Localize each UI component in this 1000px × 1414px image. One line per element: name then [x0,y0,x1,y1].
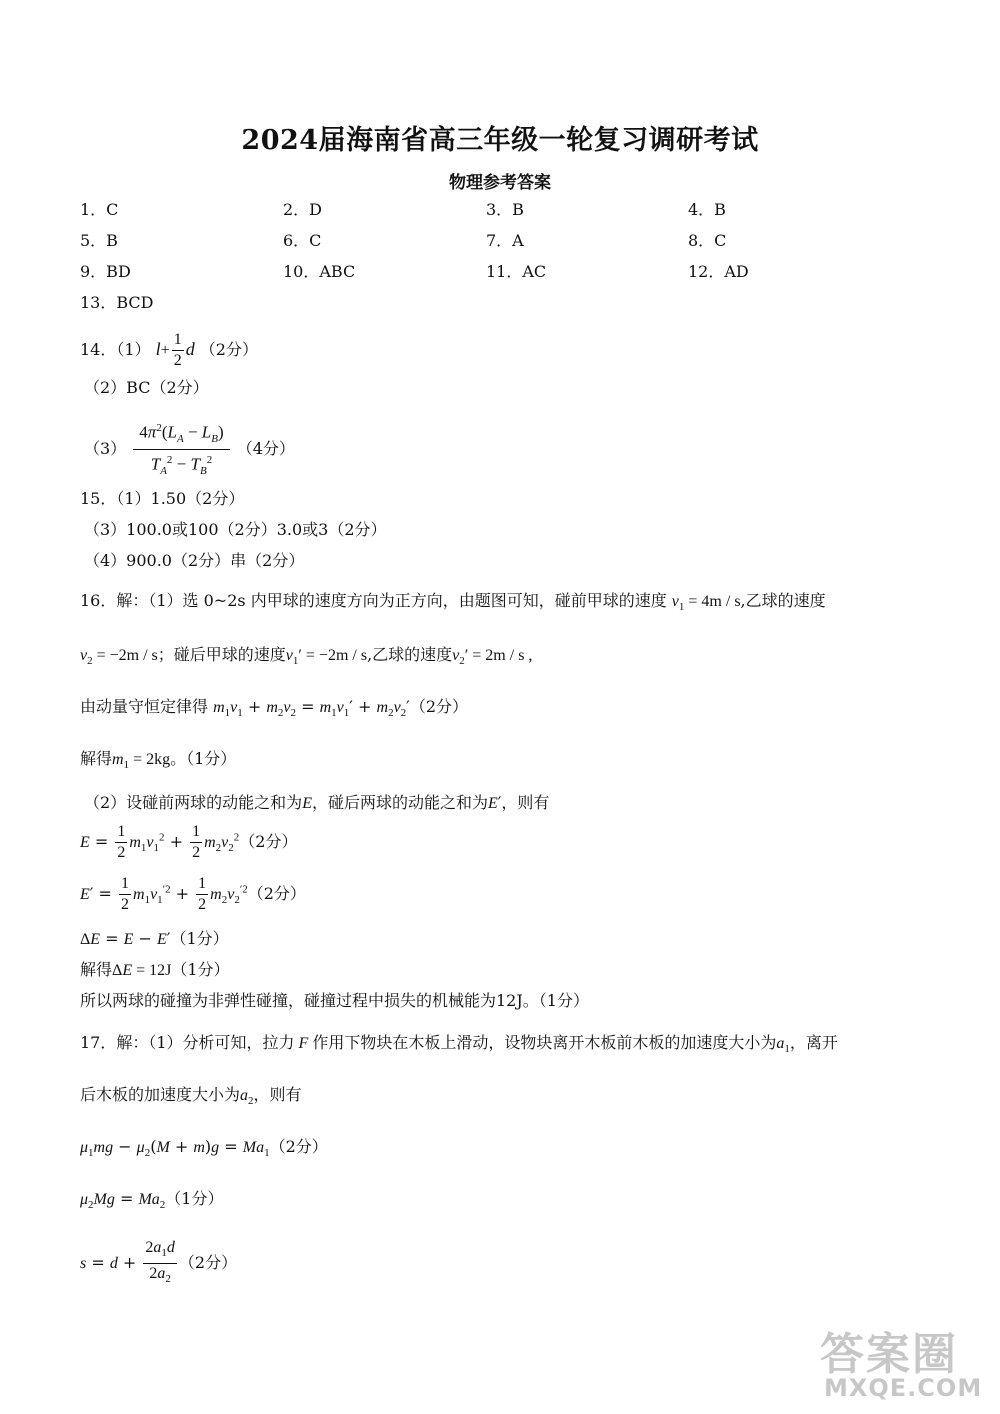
equation-e-prime: E′ = $\frac{1}{2}$ $m_1v_1^{'2}$ + $\frac{1}{2}$ $m_2v_2^{'2}(2$分） [80,875,306,913]
answer-item: 9．BD [80,262,131,281]
q16-line: （2）设碰前两球的动能之和为E，碰后两球的动能之和为E′，则有 [84,793,550,812]
q14-part3: （3） $\frac{4\pi^2(L_A - L_B)}{T_A^2 - T_B^2}$ （4分） [84,418,295,481]
q17-line: 17．解：（1）分析可知，拉力 F 作用下物块在木板上滑动，设物块离开木板前木板的加速度大小为$a_1$，离开 [80,1033,838,1056]
q15-line: （4）900.0（2分）串（2分） [84,551,305,570]
equation-q17-1: $\mu_1mg - \mu_2(M + m)g = Ma_1(2$分） [80,1137,328,1160]
q16-line: 解得$m_1 = 2kg$。（1分） [80,749,237,772]
answer-item: 3．B [486,200,524,219]
fraction: $\frac{1}{2}$ [173,331,182,369]
q15-line: （3）100.0或100（2分）3.0或3（2分） [84,520,387,539]
q15-line: 15．（1）1.50（2分） [80,489,245,508]
answer-item: 12．AD [688,262,749,281]
score: （2分） [199,340,258,359]
q17-line: 后木板的加速度大小为$a_2$，则有 [80,1085,302,1108]
answer-item: 4．B [688,200,726,219]
score: （4分） [236,439,295,459]
q16-line: $v_2 = -2m / s$；碰后甲球的速度$v_1' = -2m / s$,乙球的速度$v_2' = 2m / s$ , [80,645,533,668]
formula: l [155,339,161,359]
q14-part1: 14．（1） l+ $\frac{1}{2}$ d （2分） [80,331,258,369]
watermark-logo: 答案圈 [820,1329,958,1380]
page-title: 2024届海南省高三年级一轮复习调研考试 [241,125,759,156]
answer-item: 6．C [283,231,322,250]
answer-item: 10．ABC [283,262,356,281]
fraction: $\frac{4\pi^2(L_A - L_B)}{T_A^2 - T_B^2}$ [133,418,229,481]
answer-item: 8．C [688,231,727,250]
q16-line: 解得ΔE = 12J（1分） [80,960,230,979]
equation-q17-3: s = d + $\frac{2a_1d}{2a_2}$ （2分） [80,1239,238,1286]
equation-e: E = $\frac{1}{2}$ $m_1v_1^2$ + $\frac{1}{2}$ $m_2v_2^2(2$分） [80,823,298,861]
answer-item: 2．D [283,200,323,219]
q16-line: 16．解：（1）选 0~2s 内甲球的速度方向为正方向，由题图可知，碰前甲球的速度 $v_1 = 4m / s$,乙球的速度 [80,591,826,614]
answer-item: 1．C [80,200,119,219]
watermark-site: MXQE.COM [824,1374,983,1402]
equation-delta-e: ΔE = E − E′（1分） [80,929,229,948]
answer-item: 5．B [80,231,118,250]
q16-line: 由动量守恒定律得 $m_1v_1 + m_2v_2 = m_1v_1' + m_2v_2'(2$分） [80,697,468,720]
page-subtitle: 物理参考答案 [449,173,551,193]
q16-line: 所以两球的碰撞为非弹性碰撞，碰撞过程中损失的机械能为12J。（1分） [80,991,589,1010]
q14-part2: （2）BC（2分） [84,378,209,397]
equation-q17-2: $\mu_2Mg = Ma_2(1$分） [80,1189,224,1212]
q14-prefix: 14．（1） [80,340,151,359]
answer-item: 11．AC [486,262,547,281]
answer-item: 7．A [486,231,524,250]
answer-item: 13．BCD [80,293,154,312]
